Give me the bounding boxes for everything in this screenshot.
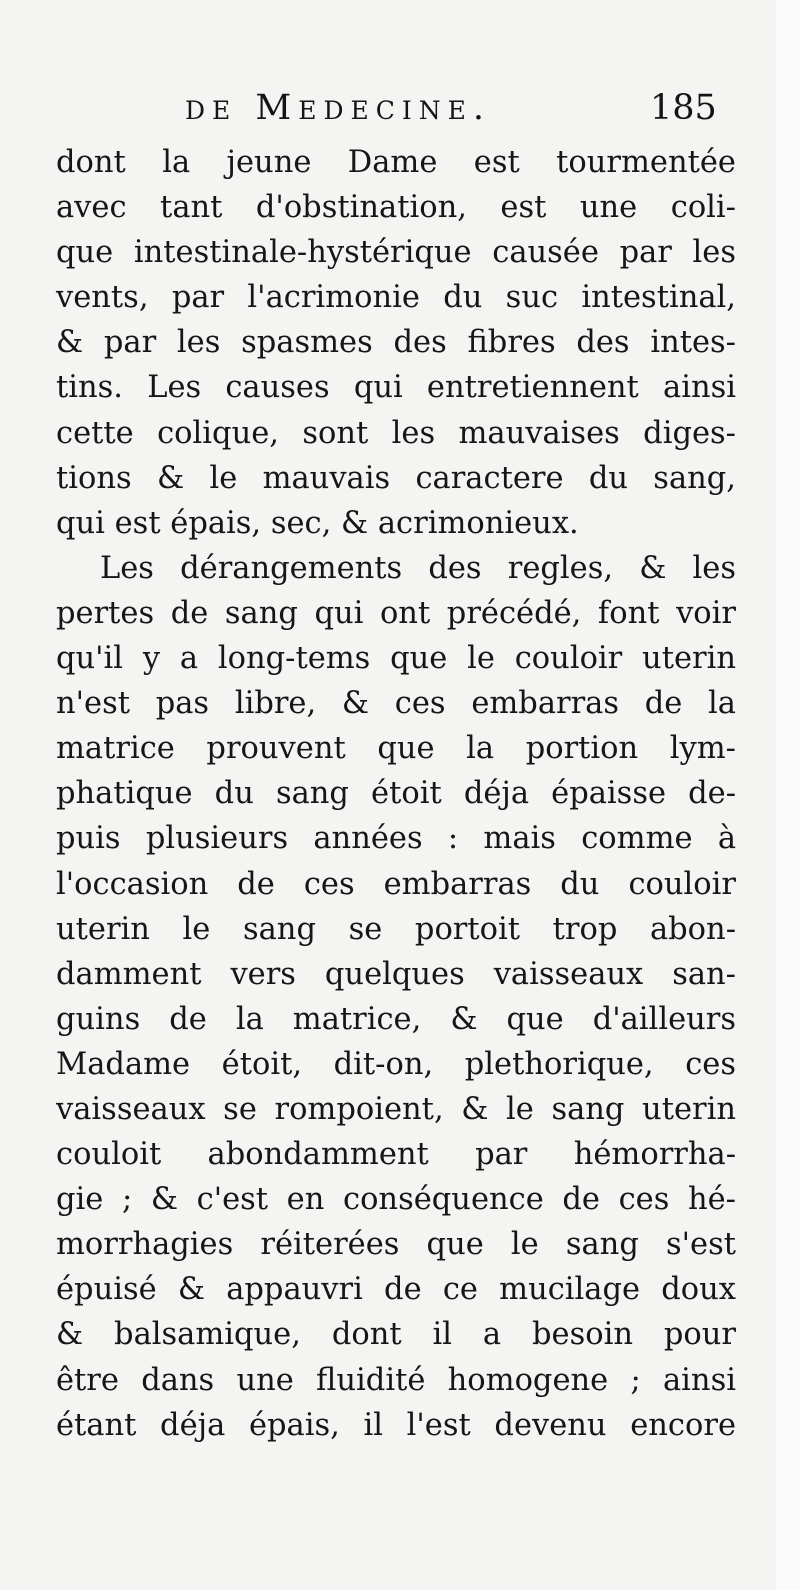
text-line: & balsamique, dont il a besoin pour bbox=[56, 1317, 736, 1353]
text-line: matrice prouvent que la portion lym- bbox=[56, 731, 736, 767]
text-line: guins de la matrice, & que d'ailleurs bbox=[56, 1001, 736, 1037]
text-line: que intestinale-hystérique causée par les bbox=[56, 235, 736, 271]
text-line: puis plusieurs années : mais comme à bbox=[56, 821, 736, 857]
text-line: morrhagies réiterées que le sang s'est bbox=[56, 1227, 736, 1263]
text-line: tions & le mauvais caractere du sang, bbox=[56, 460, 736, 496]
text-line: couloit abondamment par hémorrha- bbox=[56, 1137, 736, 1173]
page-header bbox=[0, 88, 800, 138]
text-line: Les dérangements des regles, & les bbox=[100, 550, 736, 586]
text-line: étant déja épais, il l'est devenu encore bbox=[56, 1407, 736, 1443]
text-line: tins. Les causes qui entretiennent ainsi bbox=[56, 370, 736, 406]
text-line: gie ; & c'est en conséquence de ces hé- bbox=[56, 1182, 736, 1218]
text-line: qui est épais, sec, & acrimonieux. bbox=[56, 505, 579, 541]
text-line: épuisé & appauvri de ce mucilage doux bbox=[56, 1272, 736, 1308]
text-line: damment vers quelques vaisseaux san- bbox=[56, 956, 736, 992]
text-line: l'occasion de ces embarras du couloir bbox=[56, 866, 736, 902]
running-title: de Medecine. bbox=[185, 88, 492, 128]
text-line: & par les spasmes des fibres des intes- bbox=[56, 325, 736, 361]
text-line: uterin le sang se portoit trop abon- bbox=[56, 911, 736, 947]
text-line: phatique du sang étoit déja épaisse de- bbox=[56, 776, 736, 812]
text-line: avec tant d'obstination, est une coli- bbox=[56, 190, 736, 226]
text-line: pertes de sang qui ont précédé, font voir bbox=[56, 595, 736, 631]
text-line: vaisseaux se rompoient, & le sang uterin bbox=[56, 1091, 736, 1127]
text-line: cette colique, sont les mauvaises diges- bbox=[56, 415, 736, 451]
text-line: vents, par l'acrimonie du suc intestinal, bbox=[56, 280, 736, 316]
page-number: 185 bbox=[650, 88, 717, 128]
text-line: n'est pas libre, & ces embarras de la bbox=[56, 686, 736, 722]
text-line: qu'il y a long-tems que le couloir uterin bbox=[56, 641, 736, 677]
text-line: dont la jeune Dame est tourmentée bbox=[56, 145, 736, 180]
body-text bbox=[56, 140, 736, 1448]
page-edge bbox=[776, 0, 800, 1590]
text-line: être dans une fluidité homogene ; ainsi bbox=[56, 1362, 736, 1398]
text-line: Madame étoit, dit-on, plethorique, ces bbox=[56, 1046, 736, 1082]
